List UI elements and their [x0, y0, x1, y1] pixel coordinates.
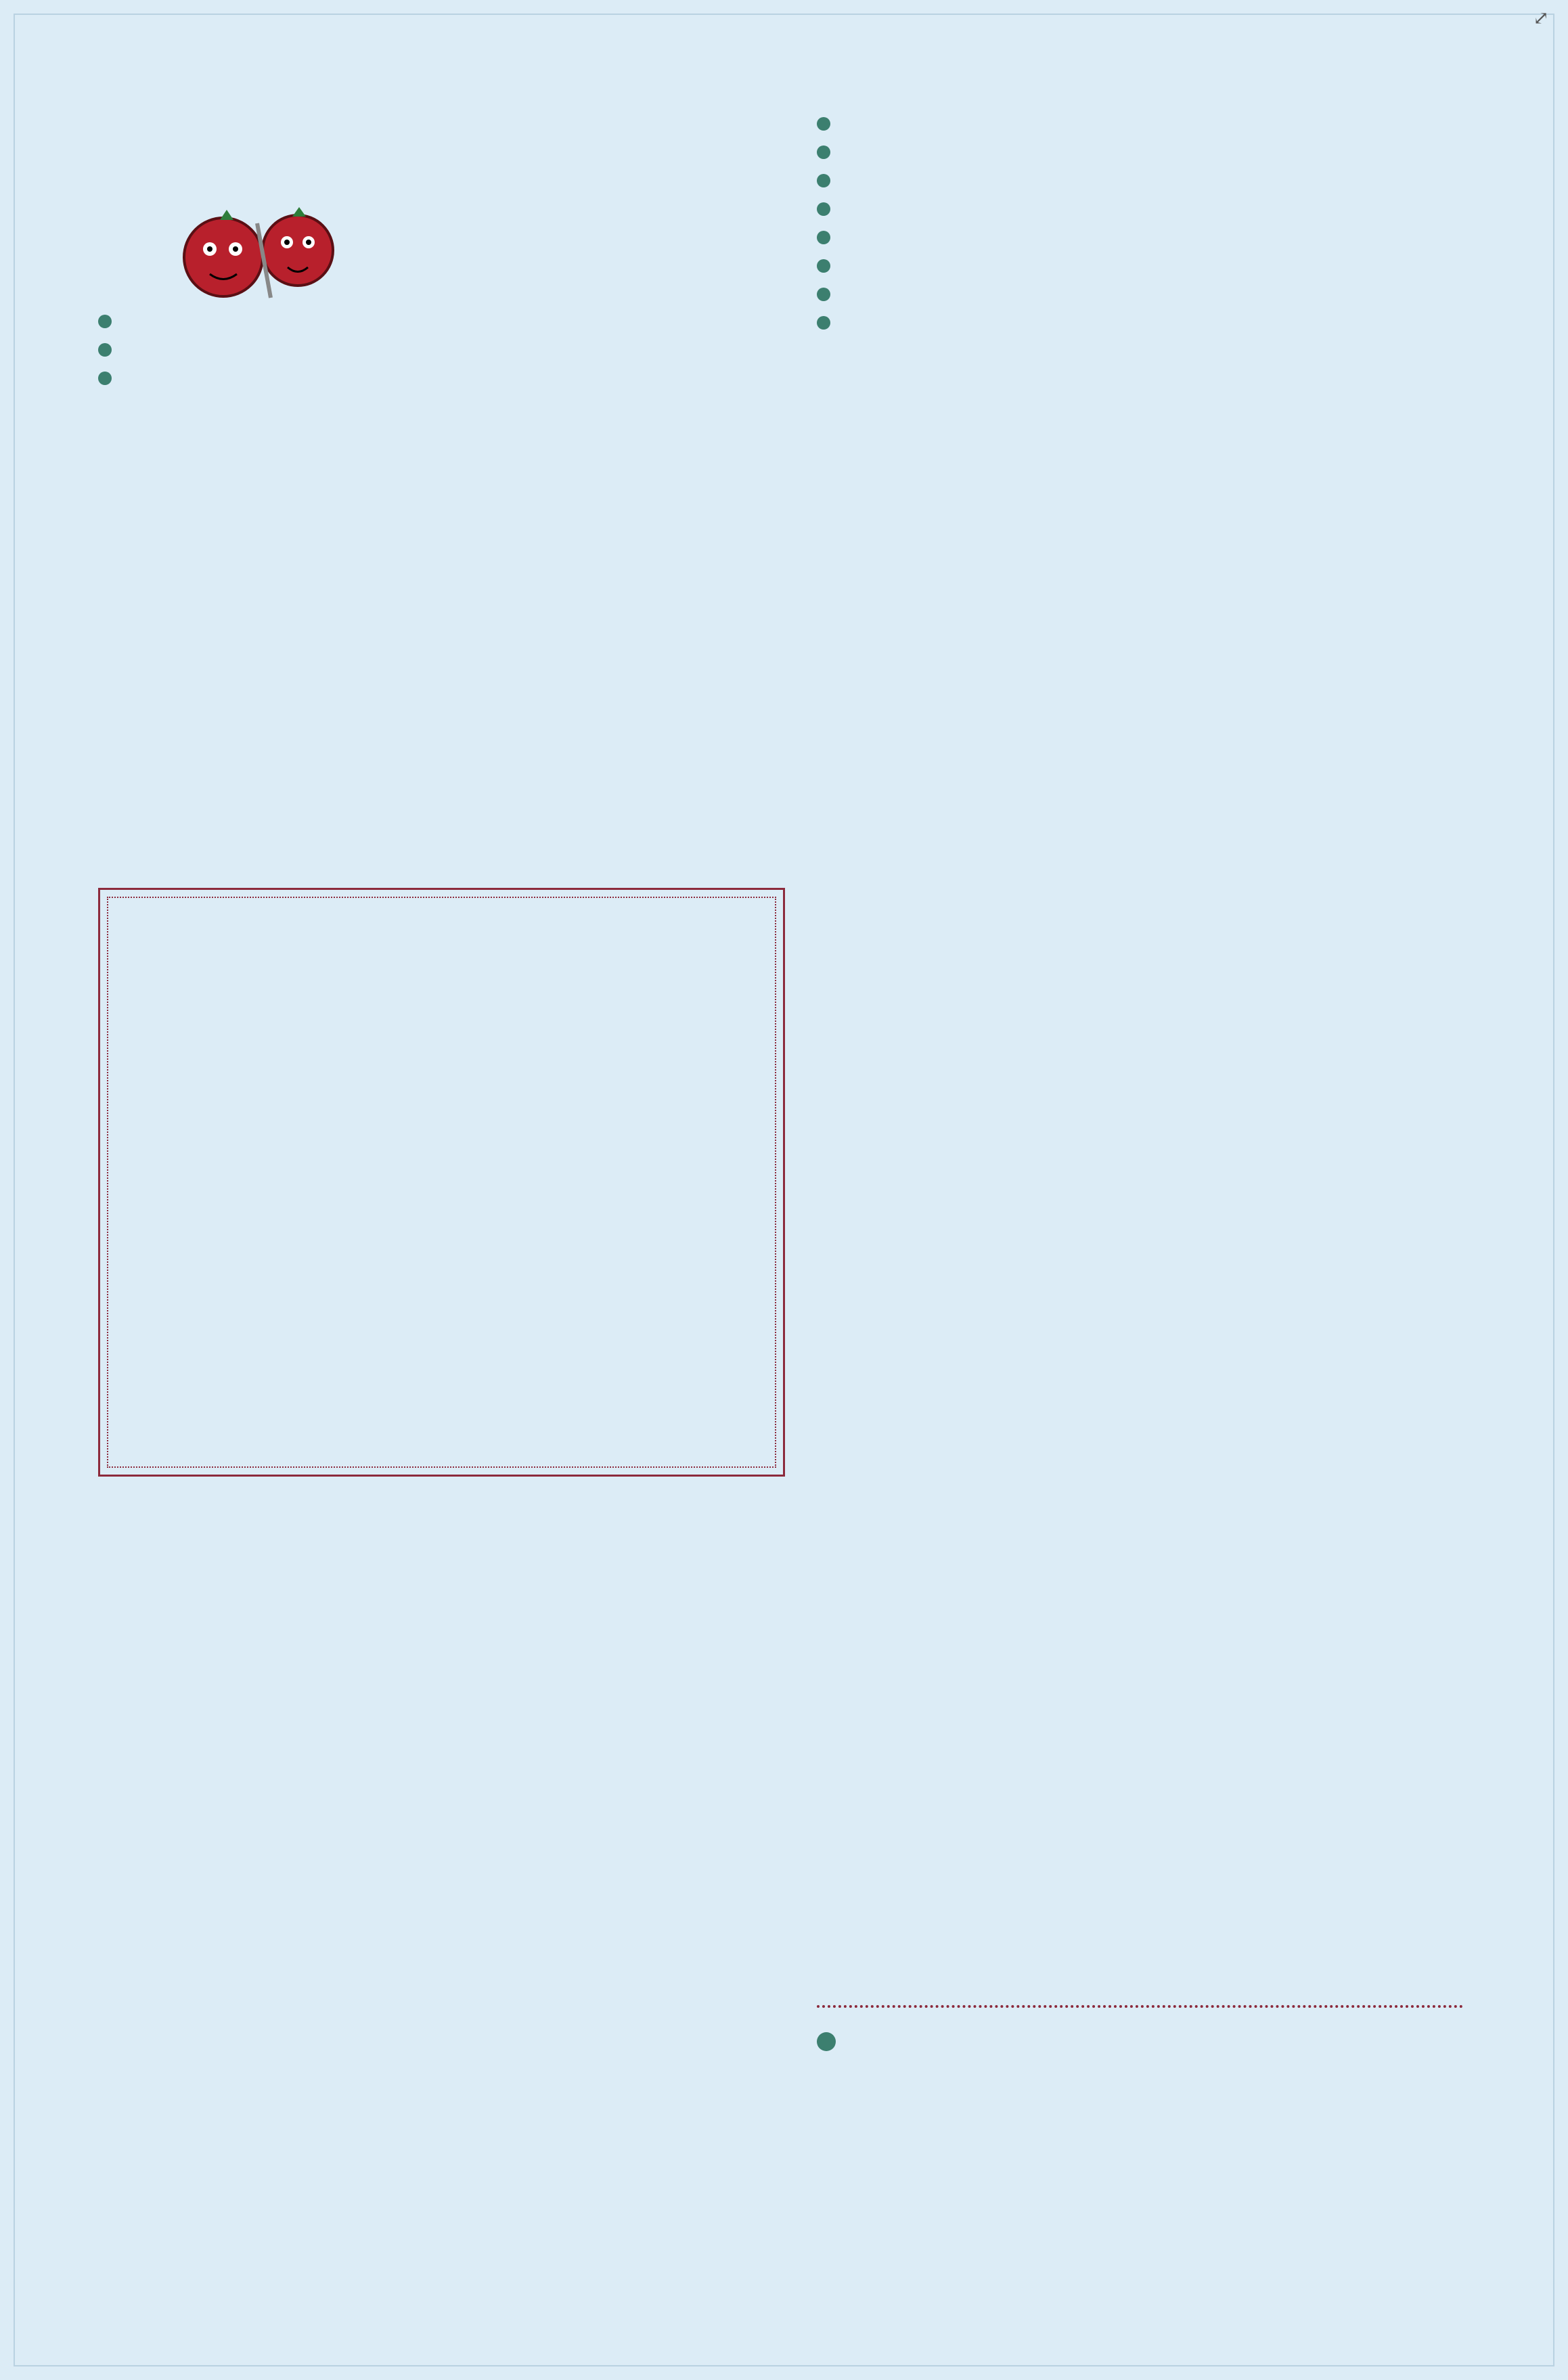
- expand-icon[interactable]: ⤢: [1533, 7, 1549, 29]
- handhelds-section: [817, 937, 1466, 940]
- gluten-free-icon: [817, 288, 830, 301]
- favorites-section: [817, 1448, 1466, 1464]
- starters-list: [98, 315, 734, 391]
- gluten-free-icon: [817, 259, 830, 273]
- gfr-note: [817, 2032, 1466, 2057]
- gfr-icon: [817, 2032, 836, 2051]
- menu-item: [817, 145, 1466, 165]
- divider: [817, 2005, 1463, 2008]
- menu-item: [98, 1745, 734, 1764]
- gluten-free-icon: [817, 145, 830, 159]
- sides-section: [817, 1986, 1466, 2057]
- menu-item: [98, 372, 734, 391]
- menu-item: [817, 202, 1466, 222]
- gluten-free-icon: [817, 174, 830, 187]
- gluten-free-icon: [817, 316, 830, 330]
- starters-section: [98, 306, 734, 400]
- menu-item: [817, 259, 1466, 279]
- soups-list: [817, 117, 1466, 336]
- gluten-free-icon: [817, 117, 830, 131]
- menu-item: [817, 316, 1466, 336]
- pasta-list: [98, 1745, 734, 1791]
- gluten-free-icon: [98, 315, 112, 328]
- soups-salads-section: [817, 108, 1466, 356]
- menu-item: [817, 117, 1466, 137]
- gluten-free-icon: [817, 231, 830, 244]
- menu-item: [817, 288, 1466, 307]
- menu-item: [817, 174, 1466, 194]
- stromboli-section: [98, 1502, 734, 1511]
- gluten-free-icon: [817, 202, 830, 216]
- menu-item: [98, 343, 734, 363]
- menu-item: [817, 231, 1466, 250]
- gluten-free-icon: [98, 343, 112, 357]
- tomato-bros-logo: [74, 81, 399, 325]
- menu-item: [98, 1772, 734, 1791]
- pizza-section: [133, 908, 766, 947]
- pasta-section: [98, 1736, 734, 1800]
- pizza-frame: [98, 888, 785, 1477]
- menu-item: [98, 315, 734, 334]
- gourmet-intro: [133, 920, 766, 939]
- gluten-free-icon: [98, 372, 112, 385]
